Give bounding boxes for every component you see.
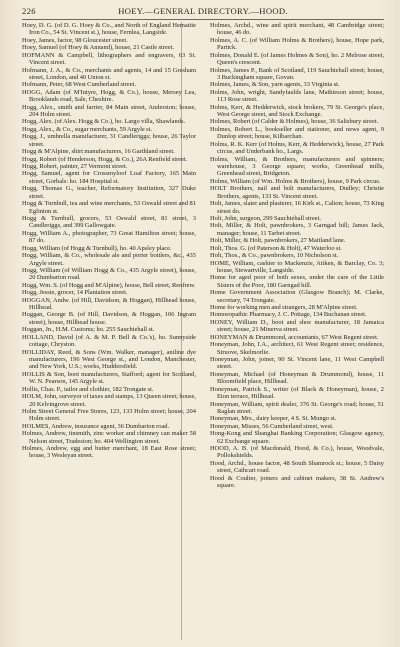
directory-entry: Hogg & Turnbull, tea and wine merchants, 53 Oswald street and 81 Eglinton st. — [22, 200, 196, 215]
directory-entry: Holt, Thos., & Co., pawnbrokers, 10 Nicholson st. — [210, 252, 339, 260]
directory-entry: Hogg, Wm. S. (of Hogg and M'Alpine), house, Bell street, Renfrew. — [22, 281, 196, 289]
directory-entry: Hogg, Jessie, grocer, 14 Plantation street. — [22, 289, 128, 297]
directory-entry: HONEY, William D., boot and shoe manufacturer, 18 Jamaica street; house, 21 Minerva street. — [210, 318, 384, 334]
directory-entry: Holt, John, surgeon, 299 Sauchiehall street. — [210, 214, 321, 222]
directory-entry: HOLM, John, surveyor of taxes and stamps, 13 Queen street; house, 20 Kelvingrove street. — [22, 393, 196, 408]
page-header — [22, 6, 384, 20]
left-column — [22, 22, 196, 642]
directory-entry: Holt, Miller, & Holt, pawnbrokers, 3 Garngad hill; James Jack, manager; house, 11 Tarbet street. — [210, 222, 384, 237]
directory-entry: HOGG, Adam (of M'Intyre, Hogg, & Co.), house, Mersey Lea, Brooklands road, Sale, Cheshire. — [22, 88, 196, 104]
directory-entry: Hogg, William (of Hogg & Turnbull), ho. 40 Apsley place. — [22, 244, 172, 252]
directory-entry: Holt, James, slater and plasterer, 16 Kirk st., Calton; house, 73 King street do. — [210, 200, 384, 215]
directory-entry: Holms, John, wright, Sandyfaulds lane, Mathieson street; house, 113 Rose street. — [210, 88, 384, 104]
directory-entry: HOLLIDAY, Reed, & Sons (Wm. Walker, manager), aniline dye manufacturers, 196 West George st., and London, Manchester, and New York, U.S.; works, Huddersfield. — [22, 348, 196, 371]
directory-entry: HOLLIS & Son, boot manufacturers, Stafford; agent for Scotland, W. N. Pearson, 145 Argyle st. — [22, 370, 196, 386]
directory-entry: Hogg, Alex., & Co., sugar merchants, 59 Argyle st. — [22, 125, 153, 133]
right-column — [210, 22, 384, 642]
directory-entry: HOGGAN, Andw. (of Hill, Davidson, & Hoggan), Hillhead house, Hillhead. — [22, 296, 196, 312]
directory-entry: HOLT Brothers, nail and bolt manufacturers, Dudley; Christie Brothers, agents, 133 St. Vincent street. — [210, 185, 384, 200]
directory-entry: Hollis, Chas. P., tailor and clothier, 182 Trongate st. — [22, 385, 154, 393]
directory-entry: Holms, William, & Brothers, manufacturers and spinners; warehouse, 3 George square; works, Greenhead mills, Greenhead street, Bridgeton. — [210, 155, 384, 178]
directory-entry: Holms, William (of Wm. Holms & Brothers), house, 9 Park circus. — [210, 177, 381, 185]
directory-entry: Hofmann, Peter, 68 West Cumberland street. — [22, 81, 136, 89]
directory-entry: Hoey, D. G. (of D. G. Hoey & Co., and North of England Hematite Iron Co., 54 St. Vincent st.), house, Fernlea, Langside. — [22, 22, 196, 37]
directory-entry: Home Government Association (Glasgow Branch); M. Clarke, secretary, 74 Trongate. — [210, 289, 384, 304]
directory-entry: Holm Street General Free Stores, 123, 133 Holm street; house, 204 Holm street. — [22, 407, 196, 423]
directory-entry: Hogg, Robert, painter, 27 Vermont street. — [22, 163, 128, 171]
directory-entry: Honeyman, Michael (of Honeyman & Drummond), house, 11 Bloomfield place, Hillhead. — [210, 370, 384, 386]
directory-columns — [22, 22, 384, 642]
directory-entry: Holmes, Archd., wine and spirit merchant, 48 Cambridge street; house, 46 do. — [210, 22, 384, 37]
directory-entry: HOME, William, cashier to Mackenzie, Aitken, & Barclay, Co. 3; house, Stewartville, Langside. — [210, 259, 384, 274]
directory-entry: Honeyman, Mrs., dairy keeper, 4 S. St. Mungo st. — [210, 415, 337, 423]
directory-entry: Honeyman, Patrick S., writer (of Black & Honeyman), house, 2 Eton terrace, Hillhead. — [210, 385, 384, 401]
directory-entry: Hogg, Thomas G., teacher, Reformatory Institution, 327 Duke street. — [22, 185, 196, 200]
directory-entry: Holt, Miller, & Holt, pawnbrokers, 27 Maitland lane. — [210, 237, 346, 245]
directory-entry: Honeyman, Misses, 56 Cumberland street, west. — [210, 422, 334, 430]
directory-entry: HONEYMAN & Drummond, accountants, 67 West Regent street. — [210, 333, 379, 341]
directory-entry: Hoey, Samuel (of Hoey & Annand), house, 21 Castle street. — [22, 44, 175, 52]
directory-entry: Hogg & M'Alpine, shirt manufacturers, 16 Garthland street. — [22, 148, 175, 156]
directory-entry: Holms, R. K. Kerr (of Holms, Kerr, & Hedderwick), house, 27 Park circus, and Underbank ho., Largs. — [210, 140, 384, 156]
header-rule — [22, 19, 384, 20]
directory-entry: Hogg, J., umbrella manufacturer, 31 Candleriggs; house, 26 Taylor street. — [22, 133, 196, 148]
directory-entry: Hoey, James, factor, 98 Gloucester street. — [22, 36, 128, 44]
directory-entry: Holmes, A. C. (of William Holms & Brothers), house, Hope park, Partick. — [210, 36, 384, 52]
directory-entry: HOLLAND, David (of A. & M. P. Bell & Co.'s), ho. Sunnyside cottage, Chryston. — [22, 333, 196, 349]
directory-entry: Holmes, James P., Bank of Scotland, 119 Sauchiehall street; house, 3 Buckingham square, Govan. — [210, 66, 384, 81]
directory-entry: HOFMANN & Campbell, lithographers and engravers, 63 St. Vincent street. — [22, 51, 196, 67]
directory-entry: Holmes, Robert (of Calder & Holmes), house, 36 Salisbury street. — [210, 118, 379, 126]
directory-entry: Home for working men and strangers, 28 M'Alpine street. — [210, 304, 358, 312]
running-title: HOEY.—GENERAL DIRECTORY.—HOOD. — [118, 6, 288, 16]
directory-entry: Hogg, Robert (of Henderson, Hogg, & Co.), 26A Renfield street. — [22, 155, 188, 163]
directory-entry: HOLMES, Andrew, insurance agent, 36 Dumbarton road. — [22, 422, 170, 430]
directory-entry: Hogg, Alex., smith and farrier, 84 Main street, Anderston; house, 204 Holm street. — [22, 103, 196, 119]
directory-entry: Hood & Coulter, joiners and cabinet makers, 38 St. Andrew's square. — [210, 474, 384, 490]
directory-entry: Hogg, William (of William Hogg & Co., 435 Argyle street), house, 20 Dumbarton road. — [22, 266, 196, 282]
directory-entry: Holmes, Andrew, egg and butter merchant, 18 East Rose street; house, 3 Wesleyan street. — [22, 445, 196, 460]
directory-entry: Hogg, Samuel, agent for Crossmyloof Loaf Factory, 165 Main street, Gorbals: ho. 184 Hospital st. — [22, 170, 196, 185]
directory-entry: Holmes, Andrew, tinsmith, zinc worker and chimney can maker 58 Nelson street, Tradeston; ho. 404 Wellington street. — [22, 430, 196, 445]
directory-entry: Hong-Kong and Shanghai Banking Corporation; Glasgow agency, 62 Exchange square. — [210, 430, 384, 445]
directory-entry: Holmes, Robert L., bookseller and stationer, and news agent, 9 Dunlop street; house, Kilbarchan. — [210, 125, 384, 141]
directory-entry: Holmes, James, & Son, yarn agents, 33 Virginia st. — [210, 81, 340, 89]
directory-entry: Holmes, Donald E. (of James Holmes & Son), ho. 2 Melrose street, Queen's crescent. — [210, 51, 384, 67]
directory-entry: HOOD, A. B. (of Macdonald, Hood, & Co.), house, Woodvale, Pollokshields. — [210, 445, 384, 460]
directory-entry: Holt, Thos. G. (of Paterson & Holt), 47 Waterloo st. — [210, 244, 342, 252]
directory-entry: Hogg, William A., photographer, 73 Great Hamilton street; house, 87 do. — [22, 229, 196, 245]
directory-entry: Hoggan, George B. (of Hill, Davidson, & Hoggan, 106 Ingram street), house, Hillhead house. — [22, 311, 196, 326]
directory-entry: Homoeopathic Pharmacy, J. C. Pottage, 134 Buchanan street. — [210, 311, 367, 319]
directory-entry: Hood, Archd., house factor, 48 South Shamrock st.; house, 5 Daisy street, Cathcart road. — [210, 459, 384, 475]
page-number: 226 — [22, 6, 36, 16]
directory-entry: Holms, Kerr, & Hedderwick, stock brokers, 79 St. George's place, West George street, and Stock Exchange. — [210, 103, 384, 119]
directory-entry: Home for aged poor of both sexes, under the care of the Little Sisters of the Poor, 180 Garngad hill. — [210, 274, 384, 289]
directory-entry: Hogg, William, & Co., wholesale ale and porter bottlers, &c., 435 Argyle street. — [22, 252, 196, 267]
directory-entry: Honeyman, William, spirit dealer, 376 St. George's road; house, 51 Raglan street. — [210, 400, 384, 415]
directory-entry: Hofmann, J. A., & Co., merchants and agents, 14 and 15 Gresham street, London, and 40 Union st. — [22, 66, 196, 81]
directory-entry: Honeyman, John, joiner, 90 St. Vincent lane, 11 West Campbell street. — [210, 355, 384, 371]
directory-entry: Honeyman, John, I.A., architect, 61 West Regent street; residence, Struove, Skelmorlie. — [210, 341, 384, 356]
directory-entry: Hogg & Turnbull, grocers, 53 Oswald street, 81 street, 3 Candleriggs, and 399 Gallowgate. — [22, 214, 196, 230]
directory-entry: Hogg, Alex. (of Alex. Hogg & Co.), ho. Largo villa, Shawlands. — [22, 118, 186, 126]
directory-entry: Hoggan, Jn., H.M. Customs; ho. 255 Sauchiehall st. — [22, 326, 155, 334]
